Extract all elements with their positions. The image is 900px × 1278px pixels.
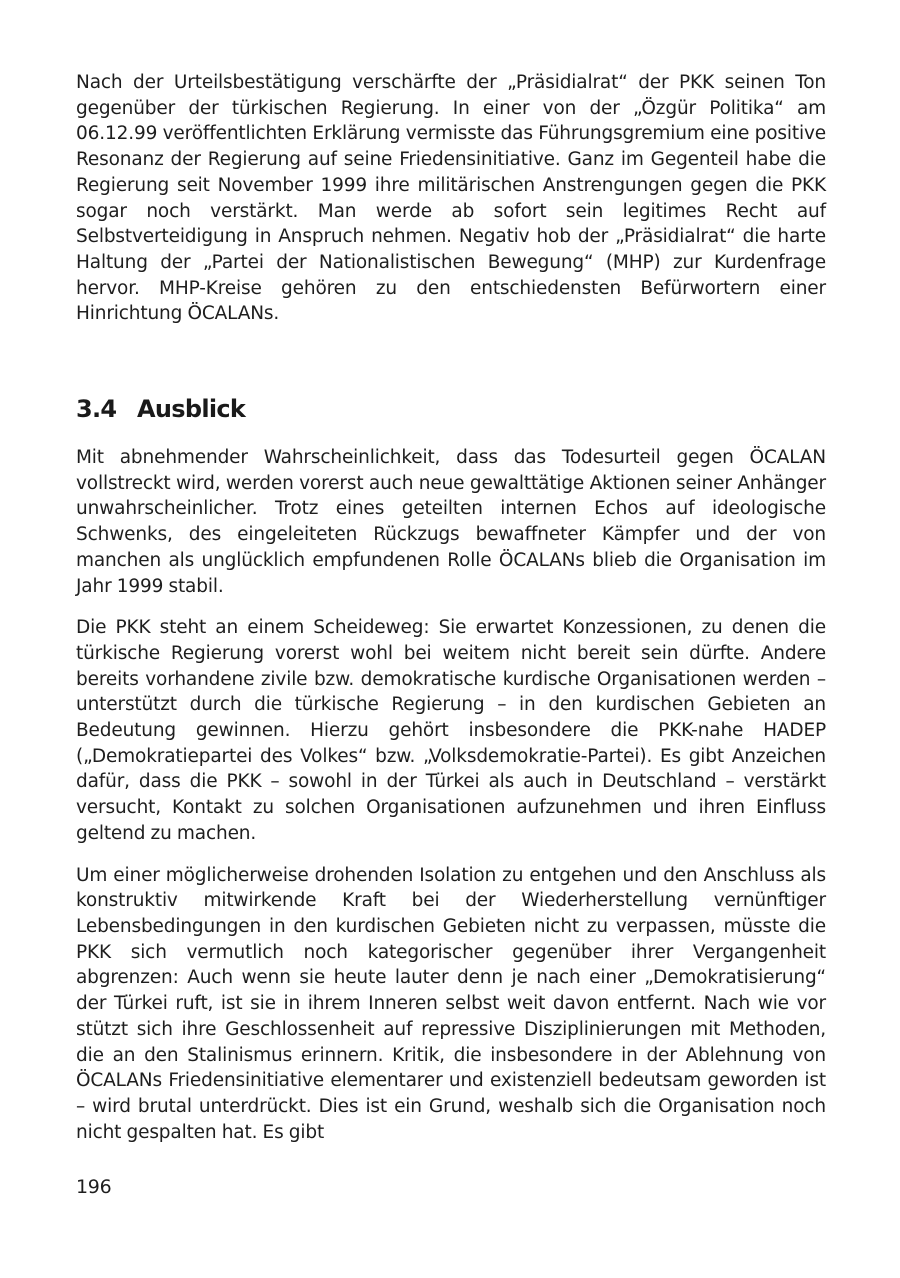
section-number: 3.4 <box>76 395 117 424</box>
body-paragraph: Mit abnehmender Wahrscheinlichkeit, dass das Todesurteil gegen ÖCALAN vollstreckt wird, werden vorerst auch neue gewalttätige Aktionen seiner Anhänger unwahrscheinlicher. Trotz eines geteilten internen Echos auf ideologische Schwenks, des eingeleiteten Rückzugs bewaffneter Kämpfer und der von manchen als unglücklich empfundenen Rolle ÖCALANs blieb die Organisation im Jahr 1999 stabil. <box>76 447 826 597</box>
document-page <box>76 70 826 1145</box>
body-paragraph: Nach der Urteilsbestätigung verschärfte der „Präsidialrat“ der PKK seinen Ton gegenüber der türkischen Regierung. In einer von der „Özgür Politika“ am 06.12.99 veröffentlichten Erklärung vermisste das Führungsgremium eine positive Resonanz der Regierung auf seine Friedensinitiative. Ganz im Gegenteil habe die Regierung seit November 1999 ihre militärischen Anstrengungen gegen die PKK sogar noch verstärkt. Man werde ab sofort sein legitimes Recht auf Selbstverteidigung in Anspruch nehmen. Negativ hob der „Präsidialrat“ die harte Haltung der „Partei der Nationalistischen Bewegung“ (MHP) zur Kurdenfrage hervor. MHP-Kreise gehören zu den entschiedensten Befürwortern einer Hinrichtung ÖCALANs. <box>76 72 826 325</box>
section-heading <box>76 394 826 424</box>
body-paragraph: Um einer möglicherweise drohenden Isolation zu entgehen und den Anschluss als konstruktiv mitwirkende Kraft bei der Wiederherstellung vernünftiger Lebensbedingungen in den kurdischen Gebieten nicht zu verpassen, müsste die PKK sich vermutlich noch kategorischer gegenüber ihrer Vergangenheit abgrenzen: Auch wenn sie heute lauter denn je nach einer „Demokratisierung“ der Türkei ruft, ist sie in ihrem Inneren selbst weit davon entfernt. Nach wie vor stützt sich ihre Geschlossenheit auf repressive Disziplinierungen mit Methoden, die an den Stalinismus erinnern. Kritik, die insbesondere in der Ablehnung von ÖCALANs Friedensinitiative elementarer und existenziell bedeutsam geworden ist – wird brutal unterdrückt. Dies ist ein Grund, weshalb sich die Organisation noch nicht gespalten hat. Es gibt <box>76 864 826 1143</box>
section-title: Ausblick <box>137 395 246 424</box>
page-number: 196 <box>76 1176 112 1198</box>
body-paragraph: Die PKK steht an einem Scheideweg: Sie erwartet Konzessionen, zu denen die türkische Regierung vorerst wohl bei weitem nicht bereit sein dürfte. Andere bereits vorhandene zivile bzw. demokratische kurdische Organisationen werden – unterstützt durch die türkische Regierung – in den kurdischen Gebieten an Bedeutung gewinnen. Hierzu gehört insbesondere die PKK-nahe HADEP („Demokratiepartei des Volkes“ bzw. „Volksdemokratie-Partei). Es gibt Anzeichen dafür, dass die PKK – sowohl in der Türkei als auch in Deutschland – verstärkt versucht, Kontakt zu solchen Organisationen aufzunehmen und ihren Einfluss geltend zu machen. <box>76 617 826 844</box>
